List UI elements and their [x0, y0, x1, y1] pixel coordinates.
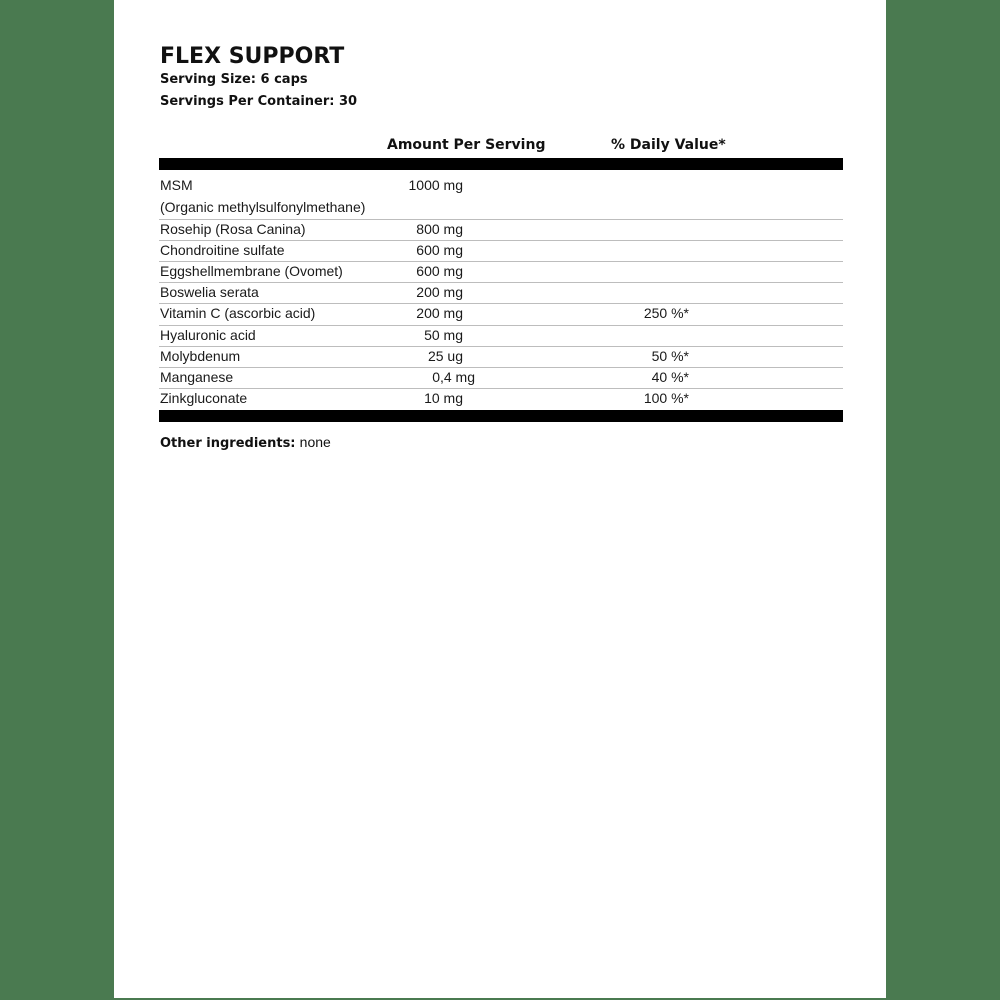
- table-row: [159, 305, 843, 326]
- header-daily-value: % Daily Value*: [611, 137, 726, 153]
- ingredient-name: Rosehip (Rosa Canina): [160, 221, 306, 237]
- ingredient-amount: 800 mg: [416, 221, 463, 237]
- ingredient-amount: 200 mg: [416, 305, 463, 321]
- table-row: [159, 221, 843, 241]
- ingredient-name: Manganese: [160, 369, 234, 385]
- other-ingredients-value: none: [299, 434, 331, 450]
- ingredient-daily-value: 250 %*: [643, 305, 689, 321]
- ingredient-name: Boswelia serata: [160, 284, 259, 300]
- ingredient-name: Eggshellmembrane (Ovomet): [160, 263, 343, 279]
- ingredient-name-detail: (Organic methylsulfonylmethane): [160, 199, 366, 215]
- table-row: [159, 327, 843, 347]
- ingredient-amount: 50 mg: [424, 327, 463, 343]
- bottom-divider-bar: [159, 410, 843, 422]
- servings-per-container: Servings Per Container: 30: [160, 94, 358, 109]
- serving-size: Serving Size: 6 caps: [160, 72, 308, 87]
- table-row: [159, 177, 843, 220]
- ingredient-name: Chondroitine sulfate: [160, 242, 285, 258]
- ingredient-amount: 10 mg: [424, 390, 463, 406]
- table-row: [159, 242, 843, 262]
- product-title: FLEX SUPPORT: [160, 44, 345, 69]
- top-divider-bar: [159, 158, 843, 170]
- ingredient-name: Hyaluronic acid: [160, 327, 256, 343]
- table-row: [159, 263, 843, 283]
- other-ingredients-label: Other ingredients:: [160, 436, 296, 451]
- ingredient-amount: 600 mg: [416, 263, 463, 279]
- table-row: [159, 369, 843, 389]
- ingredient-amount: 25 ug: [427, 348, 463, 364]
- ingredient-amount: 1000 mg: [408, 177, 463, 193]
- ingredient-name: Vitamin C (ascorbic acid): [160, 305, 316, 321]
- header-amount: Amount Per Serving: [387, 137, 546, 153]
- table-row: [159, 390, 843, 409]
- table-row: [159, 284, 843, 304]
- table-row: [159, 348, 843, 368]
- ingredient-daily-value: 40 %*: [651, 369, 689, 385]
- ingredient-amount: 0,4 mg: [432, 369, 475, 385]
- ingredient-daily-value: 100 %*: [643, 390, 689, 406]
- other-ingredients: [160, 434, 331, 452]
- ingredient-name: MSM: [160, 177, 193, 193]
- ingredient-name: Zinkgluconate: [160, 390, 248, 406]
- ingredient-name: Molybdenum: [160, 348, 241, 364]
- ingredient-amount: 600 mg: [416, 242, 463, 258]
- ingredient-daily-value: 50 %*: [651, 348, 689, 364]
- ingredient-amount: 200 mg: [416, 284, 463, 300]
